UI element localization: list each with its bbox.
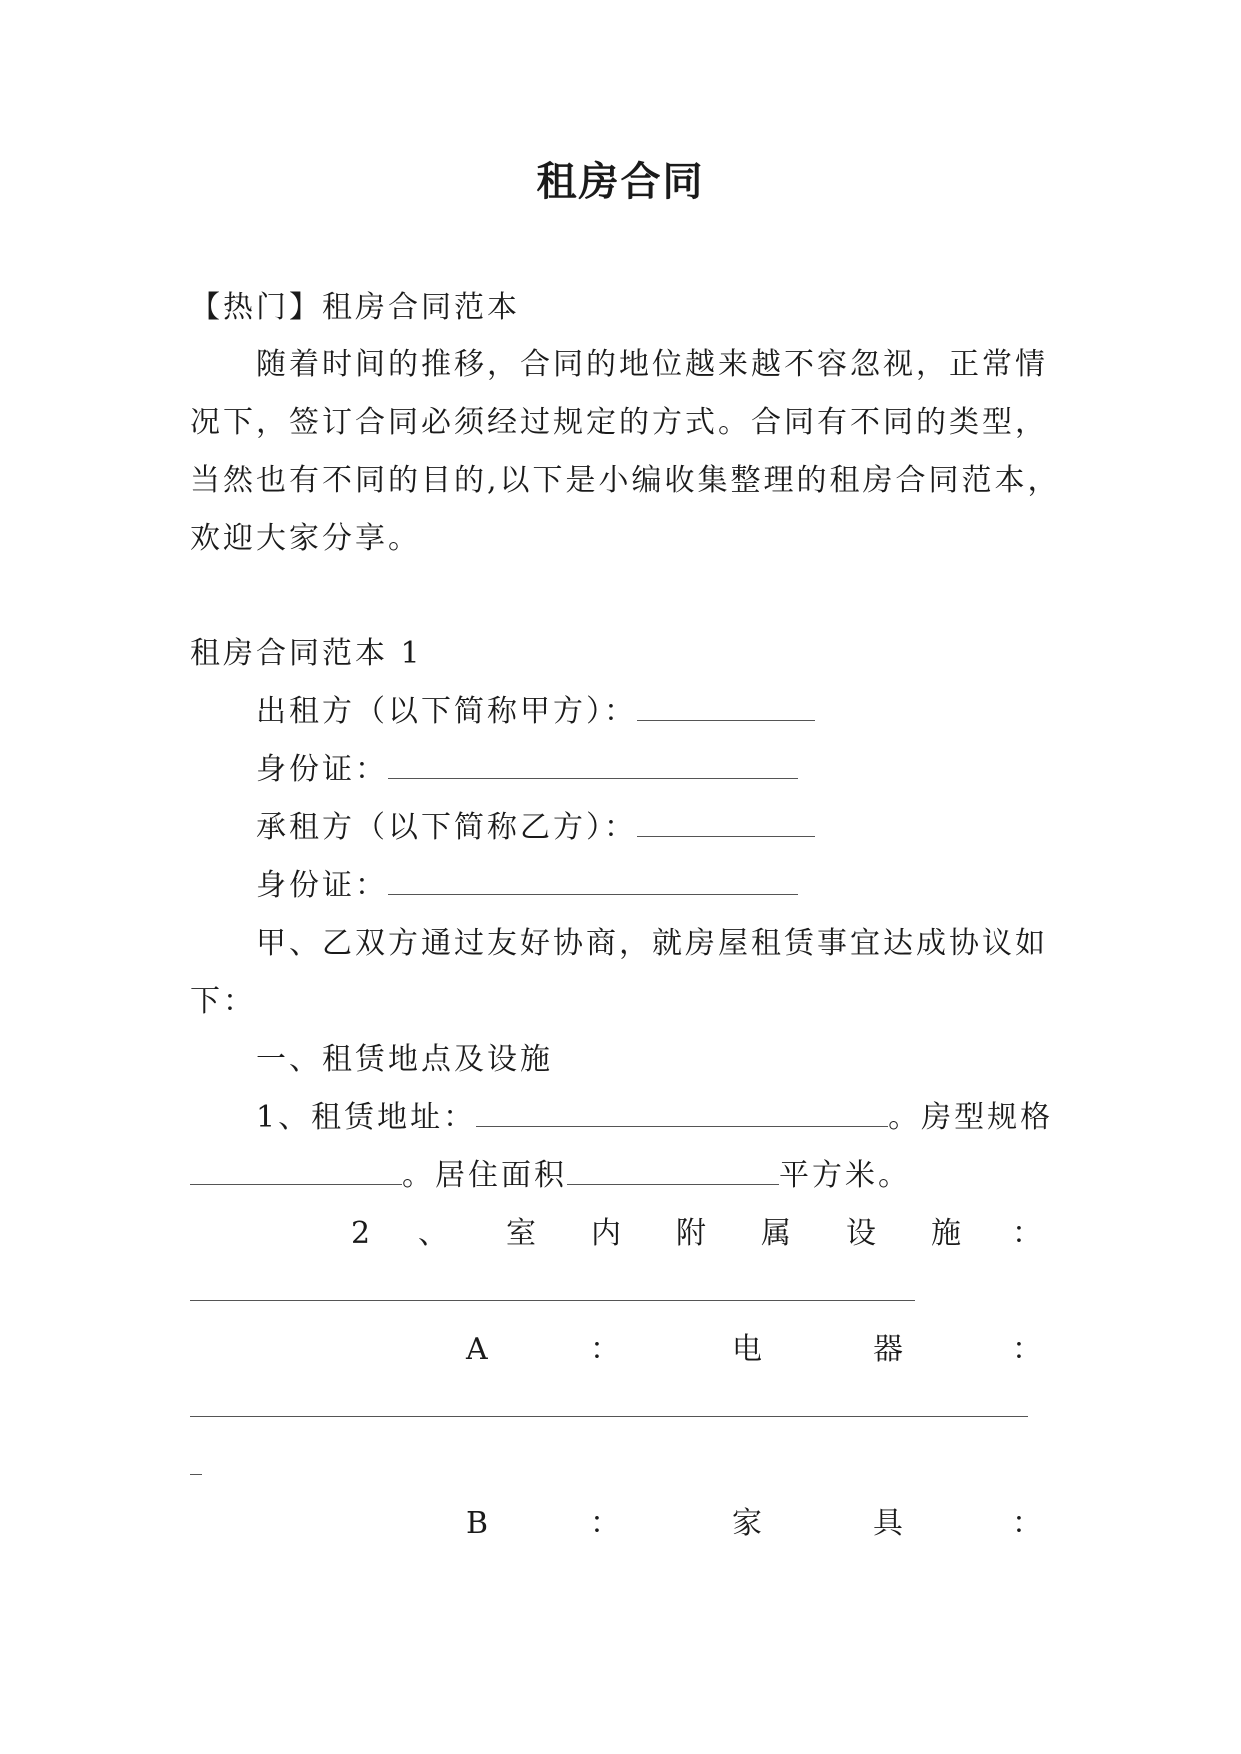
agreement-line-2: 下： (190, 984, 256, 1019)
area-blank[interactable] (567, 1158, 779, 1185)
furniture-char-3: 家 (732, 1506, 762, 1541)
appliances-char-5: ： (1012, 1332, 1042, 1367)
clause-1-heading: 一、租赁地点及设施 (256, 1042, 553, 1077)
appliances-blank[interactable] (190, 1416, 1028, 1417)
id-row-1 (256, 750, 798, 790)
id-blank-1[interactable] (388, 752, 798, 779)
intro-line-4: 欢迎大家分享。 (190, 521, 421, 556)
party-a-row (256, 692, 815, 732)
document-title: 租房合同 (536, 158, 705, 205)
facilities-char-4: 内 (591, 1216, 621, 1251)
facilities-char-7: 设 (846, 1216, 876, 1251)
facilities-blank[interactable] (190, 1300, 915, 1301)
intro-line-2: 况下，签订合同必须经过规定的方式。合同有不同的类型， (190, 405, 1048, 440)
address-blank[interactable] (476, 1100, 888, 1127)
document-subtitle: 【热门】租房合同范本 (190, 290, 520, 325)
room-type-blank[interactable] (190, 1158, 402, 1185)
facilities-char-6: 属 (761, 1216, 791, 1251)
intro-line-1: 随着时间的推移，合同的地位越来越不容忽视，正常情 (256, 347, 1048, 382)
agreement-line-1: 甲、乙双方通过友好协商，就房屋租赁事宜达成协议如 (256, 926, 1048, 961)
id-blank-2[interactable] (388, 868, 798, 895)
address-row (256, 1098, 1053, 1138)
facilities-char-8: 施 (931, 1216, 961, 1251)
room-type-label: 。房型规格 (888, 1100, 1054, 1135)
furniture-char-1: B (466, 1506, 489, 1541)
appliances-blank-overflow (190, 1474, 202, 1475)
appliances-char-1: A (466, 1332, 488, 1367)
facilities-char-2: 、 (418, 1216, 448, 1251)
furniture-char-2: ： (590, 1506, 620, 1541)
appliances-char-3: 电 (732, 1332, 762, 1367)
party-b-row (256, 808, 815, 848)
intro-line-3: 当然也有不同的目的,以下是小编收集整理的租房合同范本， (190, 463, 1061, 498)
area-unit: 平方米。 (779, 1158, 911, 1193)
facilities-char-3: 室 (506, 1216, 536, 1251)
party-a-label: 出租方（以下简称甲方）： (256, 694, 637, 729)
section-heading: 租房合同范本 1 (190, 636, 423, 671)
id-row-2 (256, 866, 798, 906)
address-label: 1、租赁地址： (256, 1100, 477, 1135)
area-row (190, 1156, 911, 1196)
area-label: 。居住面积 (402, 1158, 567, 1193)
party-a-blank[interactable] (637, 694, 815, 721)
id-label-1: 身份证： (256, 752, 388, 787)
facilities-char-5: 附 (676, 1216, 706, 1251)
facilities-char-9: ： (1012, 1216, 1042, 1251)
appliances-char-2: ： (590, 1332, 620, 1367)
party-b-blank[interactable] (637, 810, 815, 837)
furniture-char-4: 具 (873, 1506, 903, 1541)
facilities-char-1: 2 (351, 1216, 371, 1251)
id-label-2: 身份证： (256, 868, 388, 903)
furniture-char-5: ： (1012, 1506, 1042, 1541)
appliances-char-4: 器 (873, 1332, 903, 1367)
party-b-label: 承租方（以下简称乙方）： (256, 810, 637, 845)
